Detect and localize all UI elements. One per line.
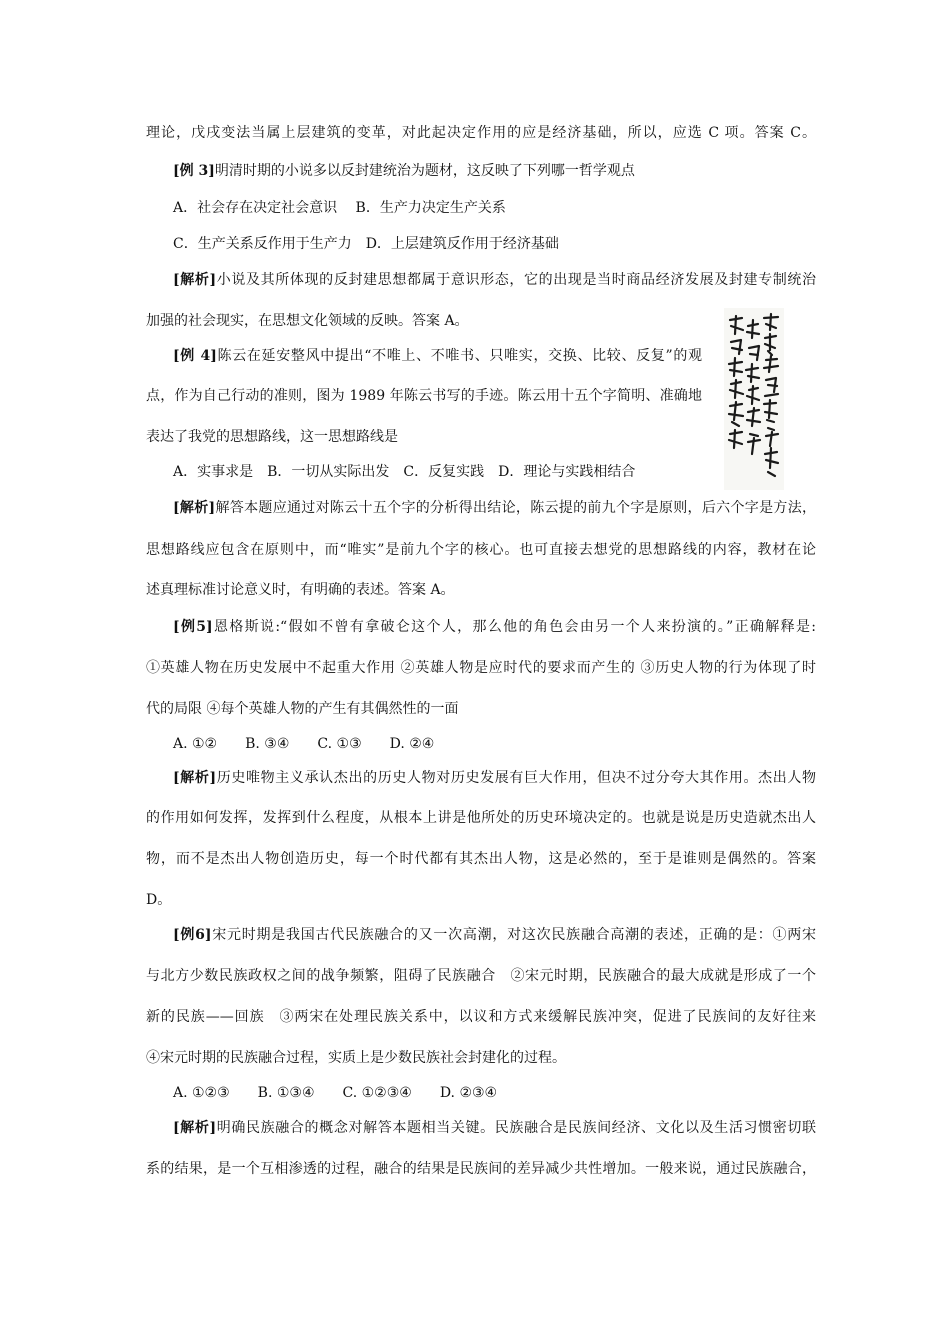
text-line: D。 (146, 892, 172, 908)
text-line: 代的局限 ④每个英雄人物的产生有其偶然性的一面 (146, 701, 459, 717)
analysis-tag: [解析] (173, 500, 216, 516)
example-tag: [例 3] (173, 163, 215, 179)
option-line: A. ①② B. ③④ C. ①③ D. ②④ (173, 736, 435, 752)
text-line: 表达了我党的思想路线，这一思想路线是 (146, 429, 398, 445)
example-tag: [例5] (173, 619, 213, 635)
example-5-question: [例5]恩格斯说:“假如不曾有拿破仑这个人，那么他的角色会由另一个人来扮演的。”正确解释是: (173, 619, 816, 635)
calligraphy-manuscript-image (724, 308, 784, 490)
analysis-line: [解析]明确民族融合的概念对解答本题相当关键。民族融合是民族间经济、文化以及生活习惯密切联 (173, 1120, 816, 1136)
option-line: A．社会存在决定社会意识 B．生产力决定生产关系 (173, 200, 506, 216)
handwriting-strokes (724, 308, 784, 490)
option-line: A. ①②③ B. ①③④ C. ①②③④ D. ②③④ (173, 1085, 498, 1101)
text-line: ④宋元时期的民族融合过程，实质上是少数民族社会封建化的过程。 (146, 1050, 566, 1066)
text-line: 述真理标准讨论意义时，有明确的表述。答案 A。 (146, 582, 455, 598)
text-line: 的作用如何发挥，发挥到什么程度，从根本上讲是他所处的历史环境决定的。也就是说是历史造就杰出人 (146, 810, 816, 826)
text-line: 加强的社会现实，在思想文化领域的反映。答案 A。 (146, 313, 469, 329)
analysis-line: [解析]小说及其所体现的反封建思想都属于意识形态，它的出现是当时商品经济发展及封建专制统治 (173, 272, 816, 288)
text-line: 新的民族——回族 ③两宋在处理民族关系中，以议和方式来缓解民族冲突，促进了民族间的友好往来 (146, 1009, 816, 1025)
analysis-line: [解析]历史唯物主义承认杰出的历史人物对历史发展有巨大作用，但决不过分夸大其作用。杰出人物 (173, 770, 816, 786)
text-line: ①英雄人物在历史发展中不起重大作用 ②英雄人物是应时代的要求而产生的 ③历史人物的行为体现了时 (146, 660, 816, 676)
text-line: 思想路线应包含在原则中，而“唯实”是前九个字的核心。也可直接去想党的思想路线的内容，教材在论 (146, 542, 816, 558)
analysis-tag: [解析] (173, 1120, 217, 1136)
text-line: 理论，戊戌变法当属上层建筑的变革，对此起决定作用的应是经济基础，所以，应选 C 项。答案 C。 (146, 125, 816, 141)
text-line: 系的结果，是一个互相渗透的过程，融合的结果是民族间的差异减少共性增加。一般来说，通过民族融合， (146, 1161, 816, 1177)
analysis-line: [解析]解答本题应通过对陈云十五个字的分析得出结论，陈云提的前九个字是原则，后六个字是方法， (173, 500, 817, 516)
text-line: 点，作为自己行动的准则，图为 1989 年陈云书写的手迹。陈云用十五个字简明、准确地 (146, 388, 702, 404)
analysis-tag: [解析] (173, 272, 217, 288)
example-tag: [例6] (173, 927, 212, 943)
option-line: C．生产关系反作用于生产力 D．上层建筑反作用于经济基础 (173, 236, 559, 252)
analysis-tag: [解析] (173, 770, 217, 786)
text-line: 与北方少数民族政权之间的战争频繁，阻碍了民族融合 ②宋元时期，民族融合的最大成就是形成了一个 (146, 968, 816, 984)
example-tag: [例 4] (173, 348, 217, 364)
example-4-question: [例 4]陈云在延安整风中提出“不唯上、不唯书、只唯实，交换、比较、反复”的观 (173, 348, 702, 364)
text-line: 物，而不是杰出人物创造历史，每一个时代都有其杰出人物，这是必然的，至于是谁则是偶然的。答案 (146, 851, 816, 867)
option-line: A．实事求是 B．一切从实际出发 C．反复实践 D．理论与实践相结合 (173, 464, 636, 480)
example-3-question: [例 3]明清时期的小说多以反封建统治为题材，这反映了下列哪一哲学观点 (173, 163, 635, 179)
example-6-question: [例6]宋元时期是我国古代民族融合的又一次高潮，对这次民族融合高潮的表述，正确的是：①两宋 (173, 927, 816, 943)
